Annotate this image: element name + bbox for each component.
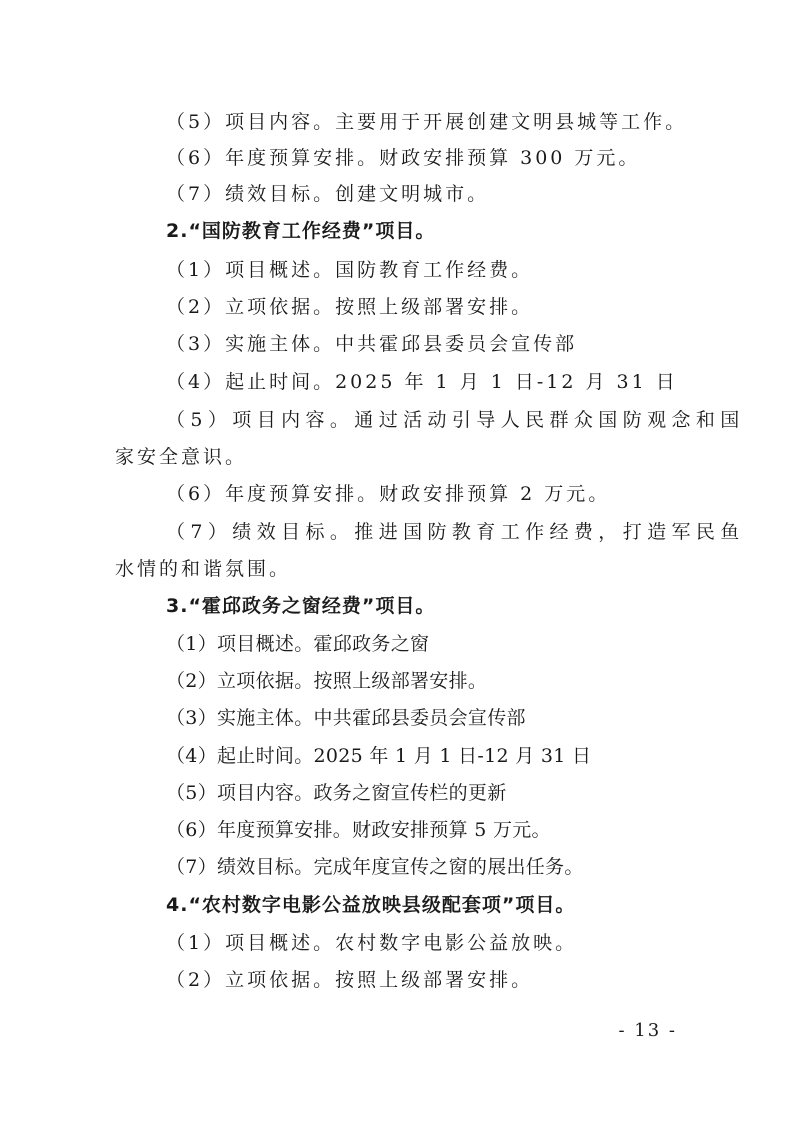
- paragraph-line: （7）绩效目标。完成年度宣传之窗的展出任务。: [166, 856, 584, 878]
- paragraph-continuation: 家安全意识。: [115, 446, 248, 468]
- paragraph-line: （4）起止时间。2025 年 1 月 1 日-12 月 31 日: [166, 745, 592, 767]
- paragraph-line: （1）项目概述。霍邱政务之窗: [166, 633, 430, 655]
- paragraph-line: （2）立项依据。按照上级部署安排。: [166, 670, 488, 692]
- paragraph-line: （5）项目内容。通过活动引导人民群众国防观念和国: [166, 409, 745, 431]
- paragraph-line: （7）绩效目标。推进国防教育工作经费，打造军民鱼: [166, 521, 745, 543]
- paragraph-line: （6）年度预算安排。财政安排预算 5 万元。: [166, 819, 551, 841]
- paragraph-line: （3）实施主体。中共霍邱县委员会宣传部: [166, 707, 526, 729]
- paragraph-line: （3）实施主体。中共霍邱县委员会宣传部: [166, 333, 578, 355]
- paragraph-line: （2）立项依据。按照上级部署安排。: [166, 969, 534, 991]
- paragraph-line: （6）年度预算安排。财政安排预算 2 万元。: [166, 483, 611, 505]
- paragraph-line: （4）起止时间。2025 年 1 月 1 日-12 月 31 日: [166, 371, 678, 393]
- section-heading: 2.“国防教育工作经费”项目。: [166, 220, 436, 242]
- paragraph-line: （1）项目概述。农村数字电影公益放映。: [166, 932, 578, 954]
- paragraph-continuation: 水情的和谐氛围。: [115, 558, 292, 580]
- paragraph-line: （1）项目概述。国防教育工作经费。: [166, 259, 534, 281]
- paragraph-line: （2）立项依据。按照上级部署安排。: [166, 296, 534, 318]
- paragraph-line: （5）项目内容。政务之窗宣传栏的更新: [166, 782, 507, 804]
- paragraph-line: （6）年度预算安排。财政安排预算 300 万元。: [166, 147, 641, 169]
- paragraph-line: （5）项目内容。主要用于开展创建文明县城等工作。: [166, 111, 688, 133]
- page-number: - 13 -: [618, 1020, 677, 1041]
- section-heading: 3.“霍邱政务之窗经费”项目。: [166, 595, 436, 617]
- section-heading: 4.“农村数字电影公益放映县级配套项”项目。: [166, 894, 576, 916]
- paragraph-line: （7）绩效目标。创建文明城市。: [166, 183, 490, 205]
